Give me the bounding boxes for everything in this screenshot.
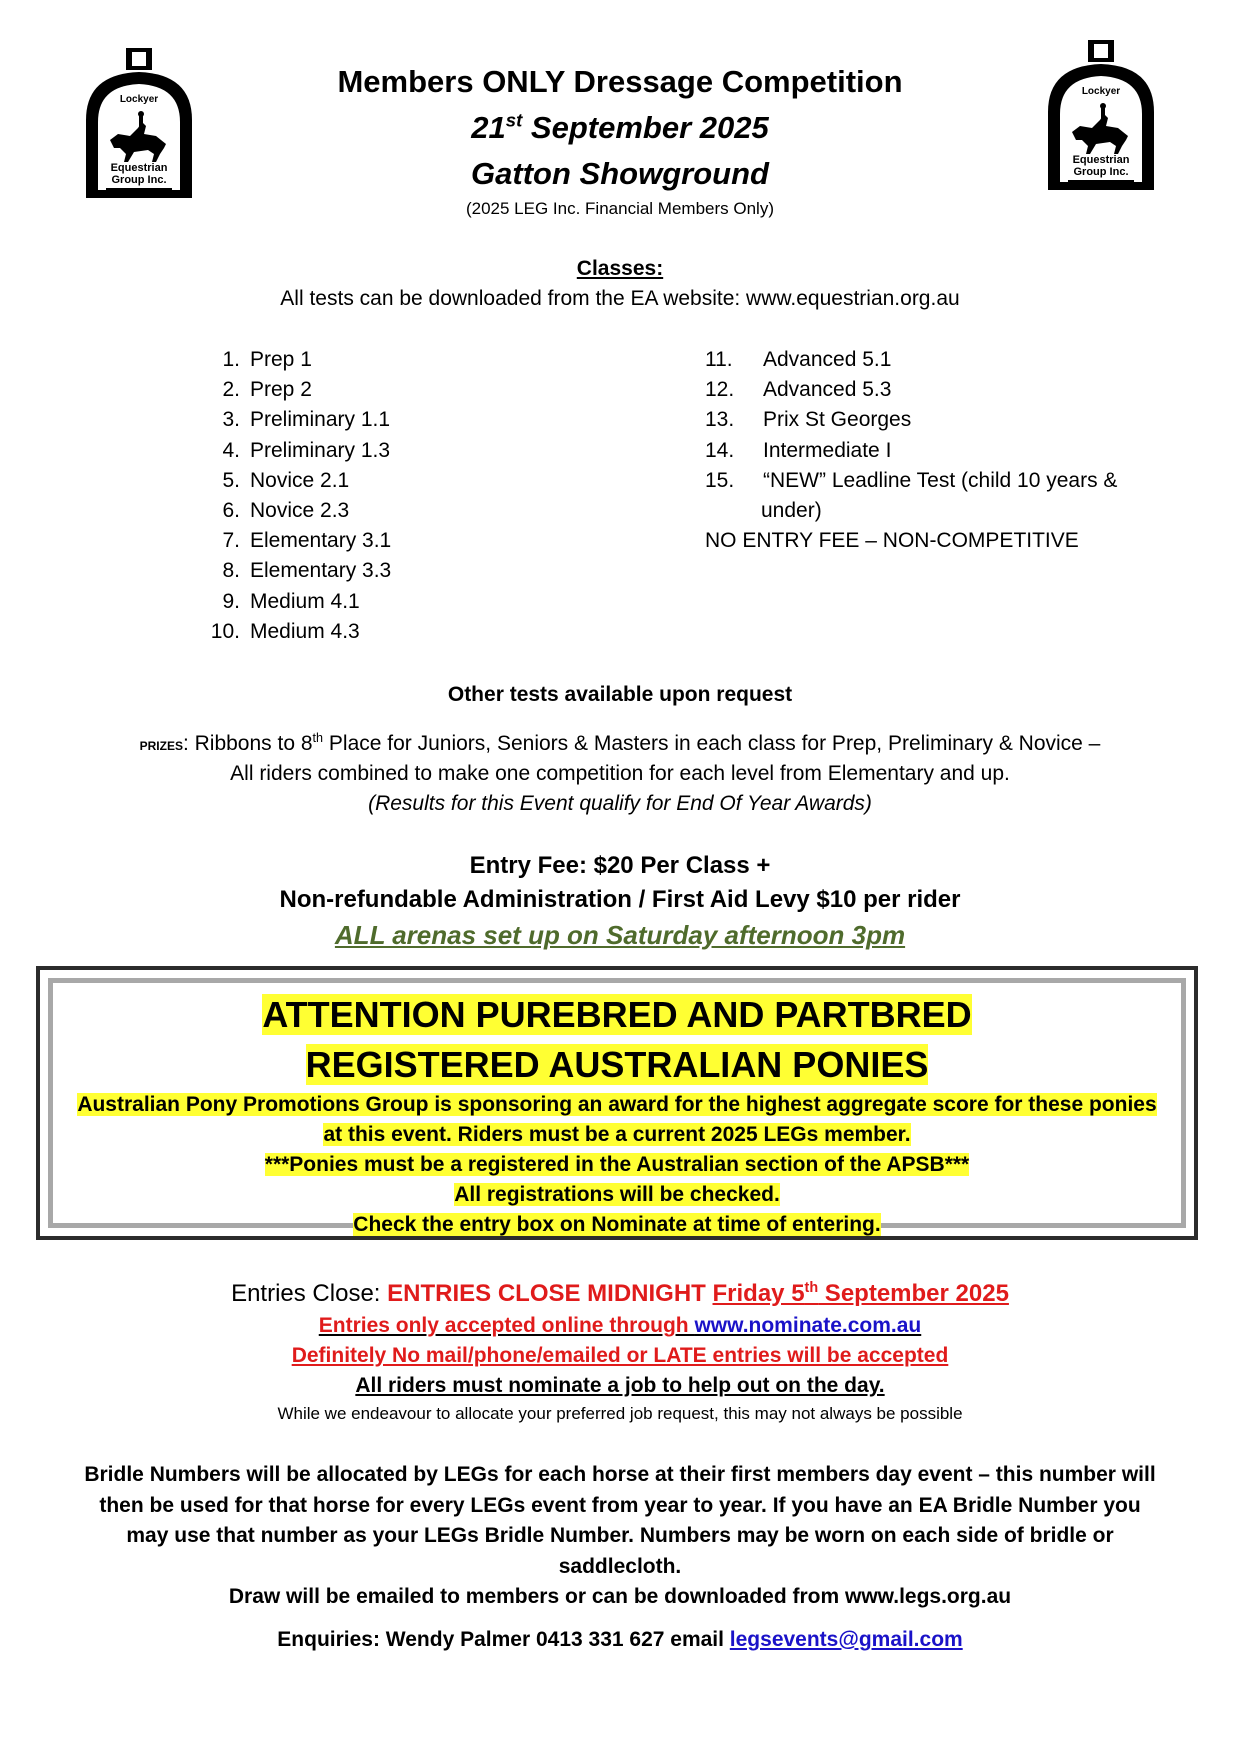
prizes-line-3: (Results for this Event qualify for End Of Year Awards) <box>368 792 872 815</box>
attention-line-4 <box>40 1120 1194 1150</box>
draw-notice: Draw will be emailed to members or can be downloaded from www.legs.org.au <box>228 1585 1012 1608</box>
logo-right-line2: Equestrian <box>1072 154 1130 166</box>
prizes-line-1 <box>0 732 1240 756</box>
attention-line-6 <box>40 1180 1194 1210</box>
entry-fee-label: Entry Fee <box>469 852 579 879</box>
attention-heading-2-text: REGISTERED AUSTRALIAN PONIES <box>305 1044 929 1085</box>
list-item-number: 4. <box>222 438 240 462</box>
entries-close-date-sup: th <box>804 1280 819 1296</box>
logo-left-line3: Group Inc. <box>111 174 167 186</box>
list-item-number: 9. <box>222 589 240 613</box>
list-item-label: Advanced 5.1 <box>763 348 892 371</box>
bridle-line-1: Bridle Numbers will be allocated by LEGs for each horse at their first members day event – this number will <box>84 1463 1156 1486</box>
list-item-number: 12. <box>705 378 735 402</box>
attention-content <box>40 990 1194 1240</box>
list-item-number: 15. <box>705 468 735 492</box>
list-item-number: 10. <box>210 619 240 643</box>
list-item-number: 11. <box>705 348 733 371</box>
list-item <box>200 375 600 405</box>
list-item-number: 6. <box>222 499 240 523</box>
attention-line-3-text: Australian Pony Promotions Group is sponsoring an award for the highest aggregate score for these ponies <box>77 1093 1157 1116</box>
prizes-line1-sup: th <box>312 731 324 745</box>
list-item-label: Prep 2 <box>250 378 312 402</box>
list-item-label: Medium 4.1 <box>250 589 360 613</box>
event-date <box>0 110 1240 146</box>
attention-heading-1 <box>40 990 1194 1040</box>
entries-close-colon: : <box>373 1280 388 1307</box>
logo-left-line2: Equestrian <box>110 162 168 174</box>
job-requirement: All riders must nominate a job to help out on the day. <box>355 1374 885 1397</box>
entries-close-text: ENTRIES CLOSE MIDNIGHT <box>387 1280 713 1307</box>
bridle-line-3: may use that number as your LEGs Bridle Number. Numbers may be worn on each side of bridle or <box>126 1524 1114 1547</box>
list-item <box>705 345 1165 375</box>
prizes-line1-a: : Ribbons to 8 <box>182 732 313 755</box>
list-item-label: Prix St Georges <box>763 408 912 432</box>
list-item-label: Novice 2.1 <box>250 468 350 492</box>
prizes-label: PRIZES <box>139 739 183 753</box>
list-item <box>200 587 600 617</box>
admin-levy: Non-refundable Administration / First Aid Levy $10 per rider <box>279 886 961 913</box>
entries-close-date-a: Friday 5 <box>712 1280 805 1307</box>
entry-fee-value: : $20 Per Class + <box>578 852 771 879</box>
bridle-numbers-paragraph <box>0 1460 1240 1613</box>
attention-line-3 <box>40 1090 1194 1120</box>
entries-close <box>0 1280 1240 1308</box>
entries-online-text: Entries only accepted online through <box>318 1314 695 1337</box>
logo-left-text-top: Lockyer <box>119 94 159 105</box>
classes-list-left <box>200 345 600 647</box>
job-note: While we endeavour to allocate your preferred job request, this may not always be possible <box>277 1404 963 1423</box>
nominate-link[interactable]: www.nominate.com.au <box>694 1314 922 1337</box>
classes-list-right <box>705 345 1165 556</box>
bridle-line-4: saddlecloth. <box>558 1554 682 1578</box>
leadline-note: NO ENTRY FEE – NON-COMPETITIVE <box>705 529 1079 553</box>
list-item <box>200 526 600 556</box>
bridle-line-2: then be used for that horse for every LEGs event from year to year. If you have an EA Bridle Number you <box>99 1493 1141 1517</box>
list-item <box>705 405 1165 435</box>
list-item-continuation: under) <box>761 499 822 523</box>
list-item-number: 14. <box>705 438 735 462</box>
event-date-suffix: st <box>505 109 523 131</box>
enquiries <box>0 1628 1240 1652</box>
entry-fee <box>0 852 1240 880</box>
logo-right-line3: Group Inc. <box>1073 166 1129 178</box>
attention-line-5 <box>40 1150 1194 1180</box>
entries-close-label: Entries Close <box>231 1280 374 1307</box>
list-item <box>200 466 600 496</box>
other-tests-note: Other tests available upon request <box>447 683 793 706</box>
list-item-label: Advanced 5.3 <box>763 378 892 402</box>
list-item-number: 7. <box>222 529 240 553</box>
list-item-number: 2. <box>222 378 240 402</box>
list-item-number: 13. <box>705 408 735 432</box>
classes-intro: All tests can be downloaded from the EA website: www.equestrian.org.au <box>280 287 960 310</box>
list-item <box>200 496 600 526</box>
attention-heading-2 <box>40 1040 1194 1090</box>
attention-line-7 <box>40 1210 1194 1240</box>
attention-heading-1-text: ATTENTION PUREBRED AND PARTBRED <box>262 994 972 1035</box>
logo-right-text-top: Lockyer <box>1081 86 1121 97</box>
email-link[interactable]: legsevents@gmail.com <box>729 1628 963 1651</box>
no-mail-notice: Definitely No mail/phone/emailed or LATE entries will be accepted <box>291 1344 949 1367</box>
event-subtitle: (2025 LEG Inc. Financial Members Only) <box>465 199 774 218</box>
list-item <box>200 345 600 375</box>
list-item <box>200 556 600 586</box>
event-date-rest: September 2025 <box>522 110 769 145</box>
entries-close-date <box>713 1280 1009 1307</box>
list-item <box>200 617 600 647</box>
attention-box <box>36 966 1198 1240</box>
arena-setup-notice: ALL arenas set up on Saturday afternoon 3pm <box>334 920 906 950</box>
list-item-label: Preliminary 1.1 <box>250 408 391 432</box>
prizes-line-2: All riders combined to make one competition for each level from Elementary and up. <box>230 762 1010 785</box>
event-date-day: 21 <box>471 110 506 145</box>
classes-heading: Classes: <box>576 257 664 280</box>
list-item-label: Elementary 3.1 <box>250 529 392 553</box>
list-item-number: 5. <box>222 468 240 492</box>
attention-line-5-text: ***Ponies must be a registered in the Australian section of the APSB*** <box>264 1153 970 1176</box>
list-item-label: Intermediate I <box>763 438 892 462</box>
page-title: Members ONLY Dressage Competition <box>337 64 903 99</box>
list-item-label: Novice 2.3 <box>250 499 350 523</box>
enquiries-text: Enquiries: Wendy Palmer 0413 331 627 email <box>277 1628 730 1651</box>
attention-line-4-text: at this event. Riders must be a current 2025 LEGs member. <box>323 1123 911 1146</box>
list-item-number: 1. <box>222 348 240 371</box>
list-item <box>705 436 1165 466</box>
list-item <box>200 436 600 466</box>
list-item-label: Prep 1 <box>250 348 312 371</box>
list-item-label: Preliminary 1.3 <box>250 438 391 462</box>
list-item-number: 8. <box>222 559 240 583</box>
list-item <box>705 466 1165 496</box>
attention-line-6-text: All registrations will be checked. <box>454 1183 780 1206</box>
event-venue: Gatton Showground <box>471 156 769 191</box>
attention-line-7-text: Check the entry box on Nominate at time of entering. <box>353 1213 881 1236</box>
list-item-label: Medium 4.3 <box>250 619 360 643</box>
list-item-label: Elementary 3.3 <box>250 559 392 583</box>
list-item-label: “NEW” Leadline Test (child 10 years & <box>763 468 1118 492</box>
entries-close-date-b: September 2025 <box>818 1280 1009 1307</box>
list-item <box>705 375 1165 405</box>
prizes-line1-b: Place for Juniors, Seniors & Masters in each class for Prep, Preliminary & Novice – <box>323 732 1101 755</box>
list-item-number: 3. <box>222 408 240 432</box>
entries-online <box>0 1314 1240 1338</box>
list-item <box>200 405 600 435</box>
